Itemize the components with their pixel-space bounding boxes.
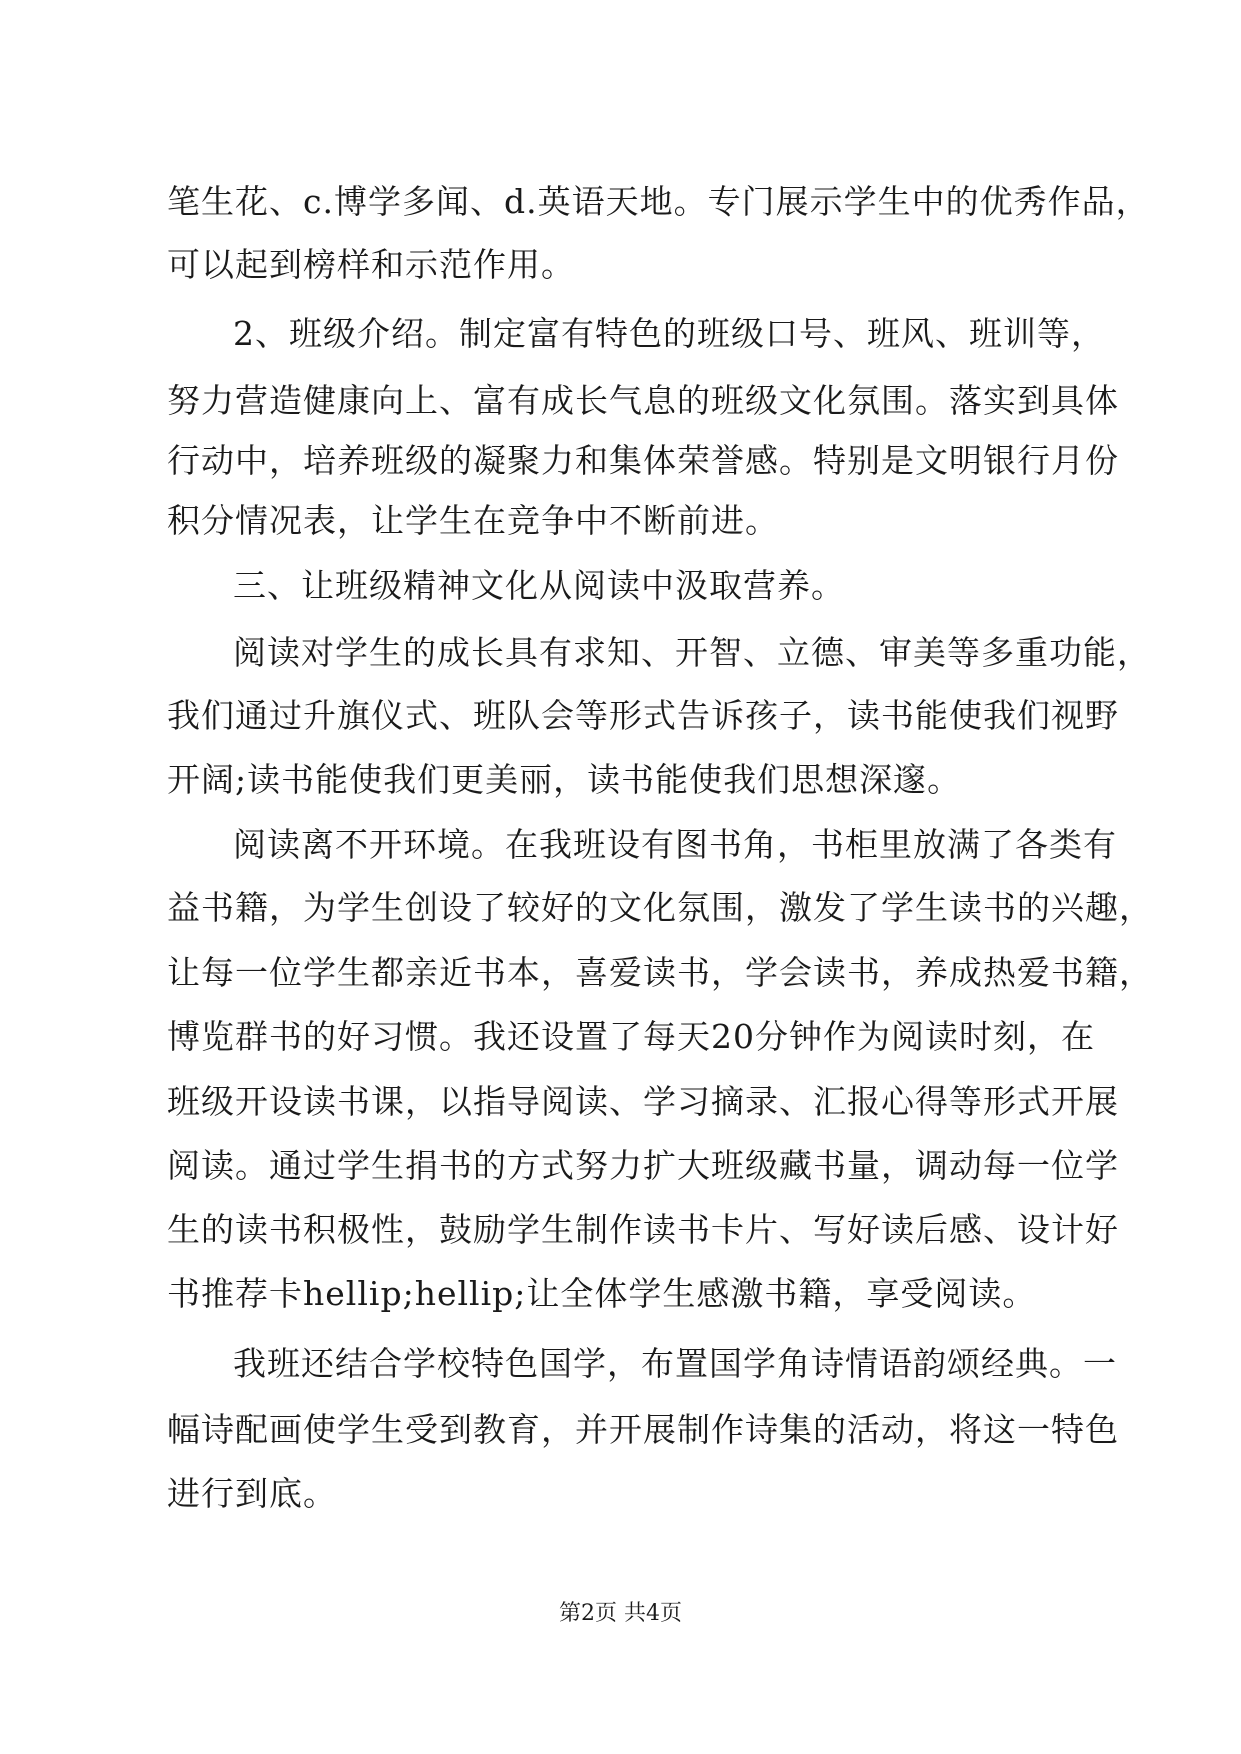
text-line: 2、班级介绍。制定富有特色的班级口号、班风、班训等， [233,314,1105,353]
text-line: 我们通过升旗仪式、班队会等形式告诉孩子，读书能使我们视野 [167,696,1119,735]
text-line: 行动中，培养班级的凝聚力和集体荣誉感。特别是文明银行月份 [167,441,1119,480]
text-line: 阅读离不开环境。在我班设有图书角，书柜里放满了各类有 [233,825,1117,864]
text-line: 我班还结合学校特色国学，布置国学角诗情语韵颂经典。一 [233,1344,1117,1383]
text-line: 让每一位学生都亲近书本，喜爱读书，学会读书，养成热爱书籍， [167,953,1153,992]
text-line: 书推荐卡hellip;hellip;让全体学生感激书籍，享受阅读。 [167,1274,1037,1313]
text-line: 幅诗配画使学生受到教育，并开展制作诗集的活动，将这一特色 [167,1410,1119,1449]
text-line: 生的读书积极性，鼓励学生制作读书卡片、写好读后感、设计好 [167,1210,1119,1249]
text-line: 阅读。通过学生捐书的方式努力扩大班级藏书量，调动每一位学 [167,1146,1119,1185]
text-line: 班级开设读书课，以指导阅读、学习摘录、汇报心得等形式开展 [167,1082,1119,1121]
text-line: 努力营造健康向上、富有成长气息的班级文化氛围。落实到具体 [167,381,1119,420]
text-line: 笔生花、c.博学多闻、d.英语天地。专门展示学生中的优秀作品， [167,182,1150,221]
text-line: 积分情况表，让学生在竞争中不断前进。 [167,501,779,540]
text-line: 开阔;读书能使我们更美丽，读书能使我们思想深邃。 [167,760,962,799]
section-heading: 三、让班级精神文化从阅读中汲取营养。 [233,566,845,605]
text-line: 阅读对学生的成长具有求知、开智、立德、审美等多重功能， [233,633,1151,672]
text-line: 益书籍，为学生创设了较好的文化氛围，激发了学生读书的兴趣， [167,888,1153,927]
text-line: 进行到底。 [167,1474,337,1513]
text-line: 可以起到榜样和示范作用。 [167,245,575,284]
page-number-footer: 第2页 共4页 [559,1601,682,1626]
text-line: 博览群书的好习惯。我还设置了每天20分钟作为阅读时刻，在 [167,1017,1095,1056]
